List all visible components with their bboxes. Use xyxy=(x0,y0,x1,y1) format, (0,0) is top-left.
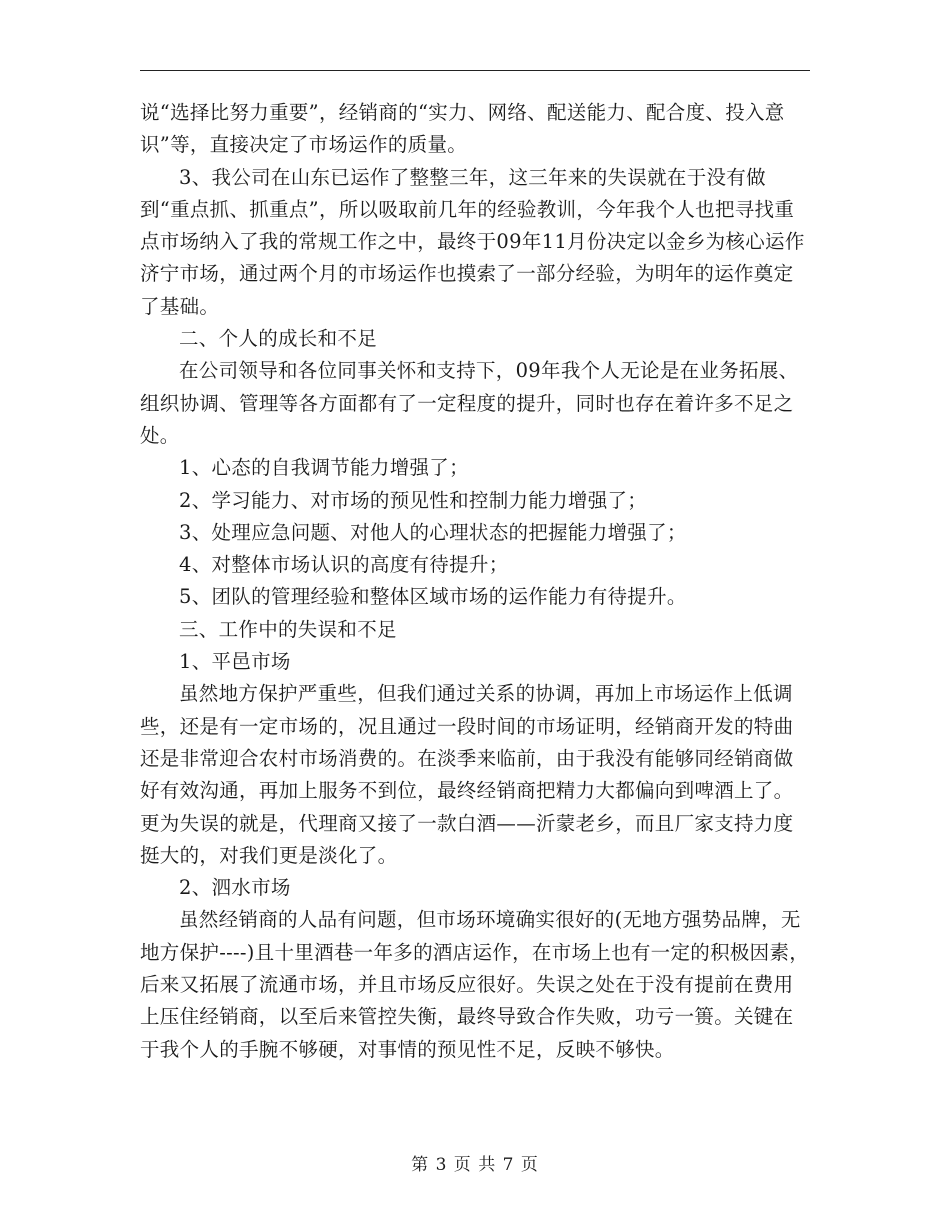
paragraph: 3、我公司在山东已运作了整整三年，这三年来的失误就在于没有做到“重点抓、抓重点”，所以吸取前几年的经验教训，今年我个人也把寻找重点市场纳入了我的常规工作之中，最终于09年11月份决定以金乡为核心运作济宁市场，通过两个月的市场运作也摸索了一部分经验，为明年的运作奠定了基础。 xyxy=(140,165,805,318)
document-body xyxy=(140,97,810,1066)
paragraph: 说“选择比努力重要”，经销商的“实力、网络、配送能力、配合度、投入意识”等，直接决定了市场运作的质量。 xyxy=(140,101,785,157)
list-item: 3、处理应急问题、对他人的心理状态的把握能力增强了； xyxy=(179,520,687,544)
list-item: 4、对整体市场认识的高度有待提升； xyxy=(179,553,509,577)
section-heading: 二、个人的成长和不足 xyxy=(179,327,378,351)
header-rule xyxy=(140,70,810,71)
page-number-footer: 第 3 页 共 7 页 xyxy=(411,1155,539,1175)
subsection-heading: 2、泗水市场 xyxy=(179,876,291,900)
list-item: 5、团队的管理经验和整体区域市场的运作能力有待提升。 xyxy=(179,585,687,609)
list-item: 1、心态的自我调节能力增强了； xyxy=(179,456,469,480)
paragraph: 虽然经销商的人品有问题，但市场环境确实很好的(无地方强势品牌，无地方保护----)且十里酒巷一年多的酒店运作，在市场上也有一定的积极因素，后来又拓展了流通市场，并且市场反应很好。失误之处在于没有提前在费用上压住经销商，以至后来管控失衡，最终导致合作失败，功亏一篑。关键在于我个人的手腕不够硬，对事情的预见性不足，反映不够快。 xyxy=(140,908,810,1061)
section-heading: 三、工作中的失误和不足 xyxy=(179,617,397,641)
list-item: 2、学习能力、对市场的预见性和控制力能力增强了； xyxy=(179,488,648,512)
paragraph: 虽然地方保护严重些，但我们通过关系的协调，再加上市场运作上低调些，还是有一定市场的，况且通过一段时间的市场证明，经销商开发的特曲还是非常迎合农村市场消费的。在淡季来临前，由于我没有能够同经销商做好有效沟通，再加上服务不到位，最终经销商把精力大都偏向到啤酒上了。更为失误的就是，代理商又接了一款白酒——沂蒙老乡，而且厂家支持力度挺大的，对我们更是淡化了。 xyxy=(140,682,794,867)
paragraph: 在公司领导和各位同事关怀和支持下，09年我个人无论是在业务拓展、组织协调、管理等各方面都有了一定程度的提升，同时也存在着许多不足之处。 xyxy=(140,359,799,447)
subsection-heading: 1、平邑市场 xyxy=(179,650,291,674)
